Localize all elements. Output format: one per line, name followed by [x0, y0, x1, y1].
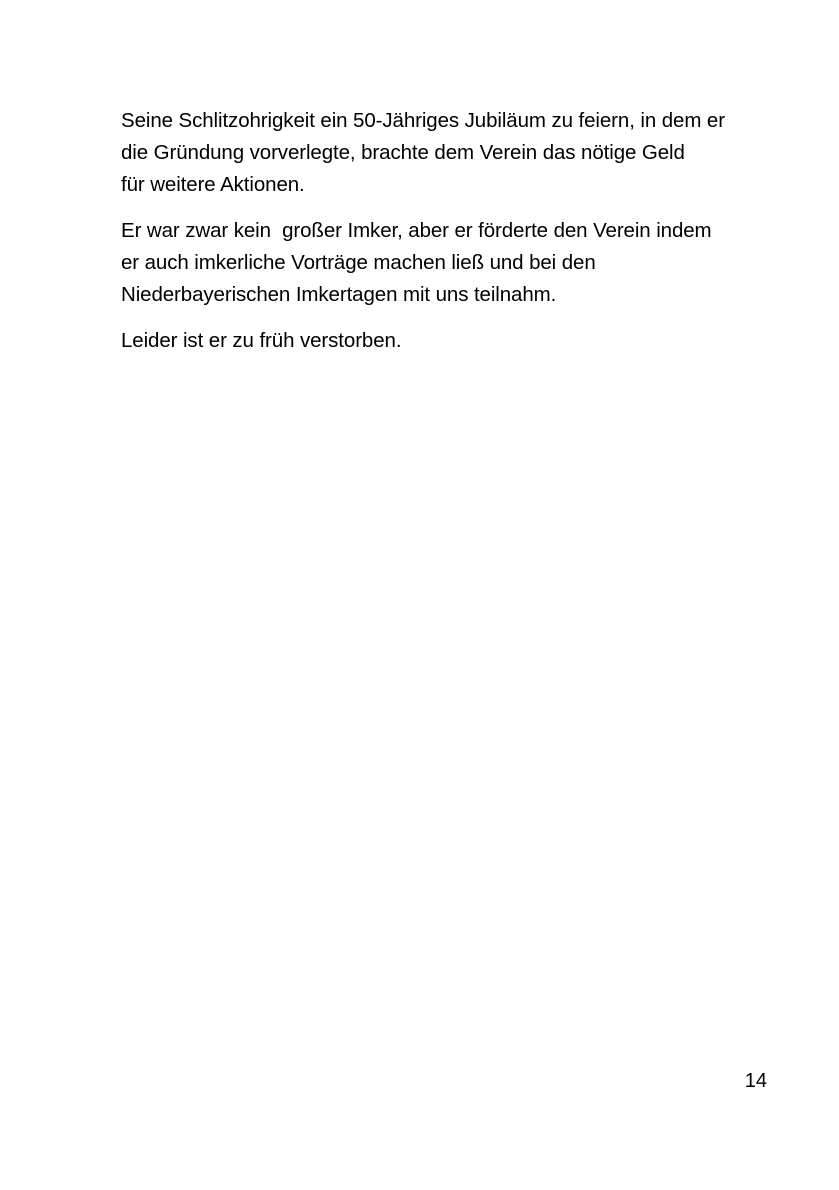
text-line: Er war zwar kein großer Imker, aber er förderte den Verein indem [121, 219, 712, 242]
text-line: Niederbayerischen Imkertagen mit uns teilnahm. [121, 283, 557, 306]
body-text [121, 105, 781, 371]
paragraph-2 [121, 215, 781, 311]
text-line: die Gründung vorverlegte, brachte dem Verein das nötige Geld [121, 141, 685, 164]
paragraph-3 [121, 325, 781, 357]
page-number: 14 [744, 1070, 767, 1092]
text-line: Seine Schlitzohrigkeit ein 50-Jähriges Jubiläum zu feiern, in dem er [121, 109, 725, 132]
text-line: für weitere Aktionen. [121, 173, 305, 196]
text-line: er auch imkerliche Vorträge machen ließ und bei den [121, 251, 596, 274]
paragraph-1 [121, 105, 781, 201]
text-line: Leider ist er zu früh verstorben. [121, 329, 402, 352]
